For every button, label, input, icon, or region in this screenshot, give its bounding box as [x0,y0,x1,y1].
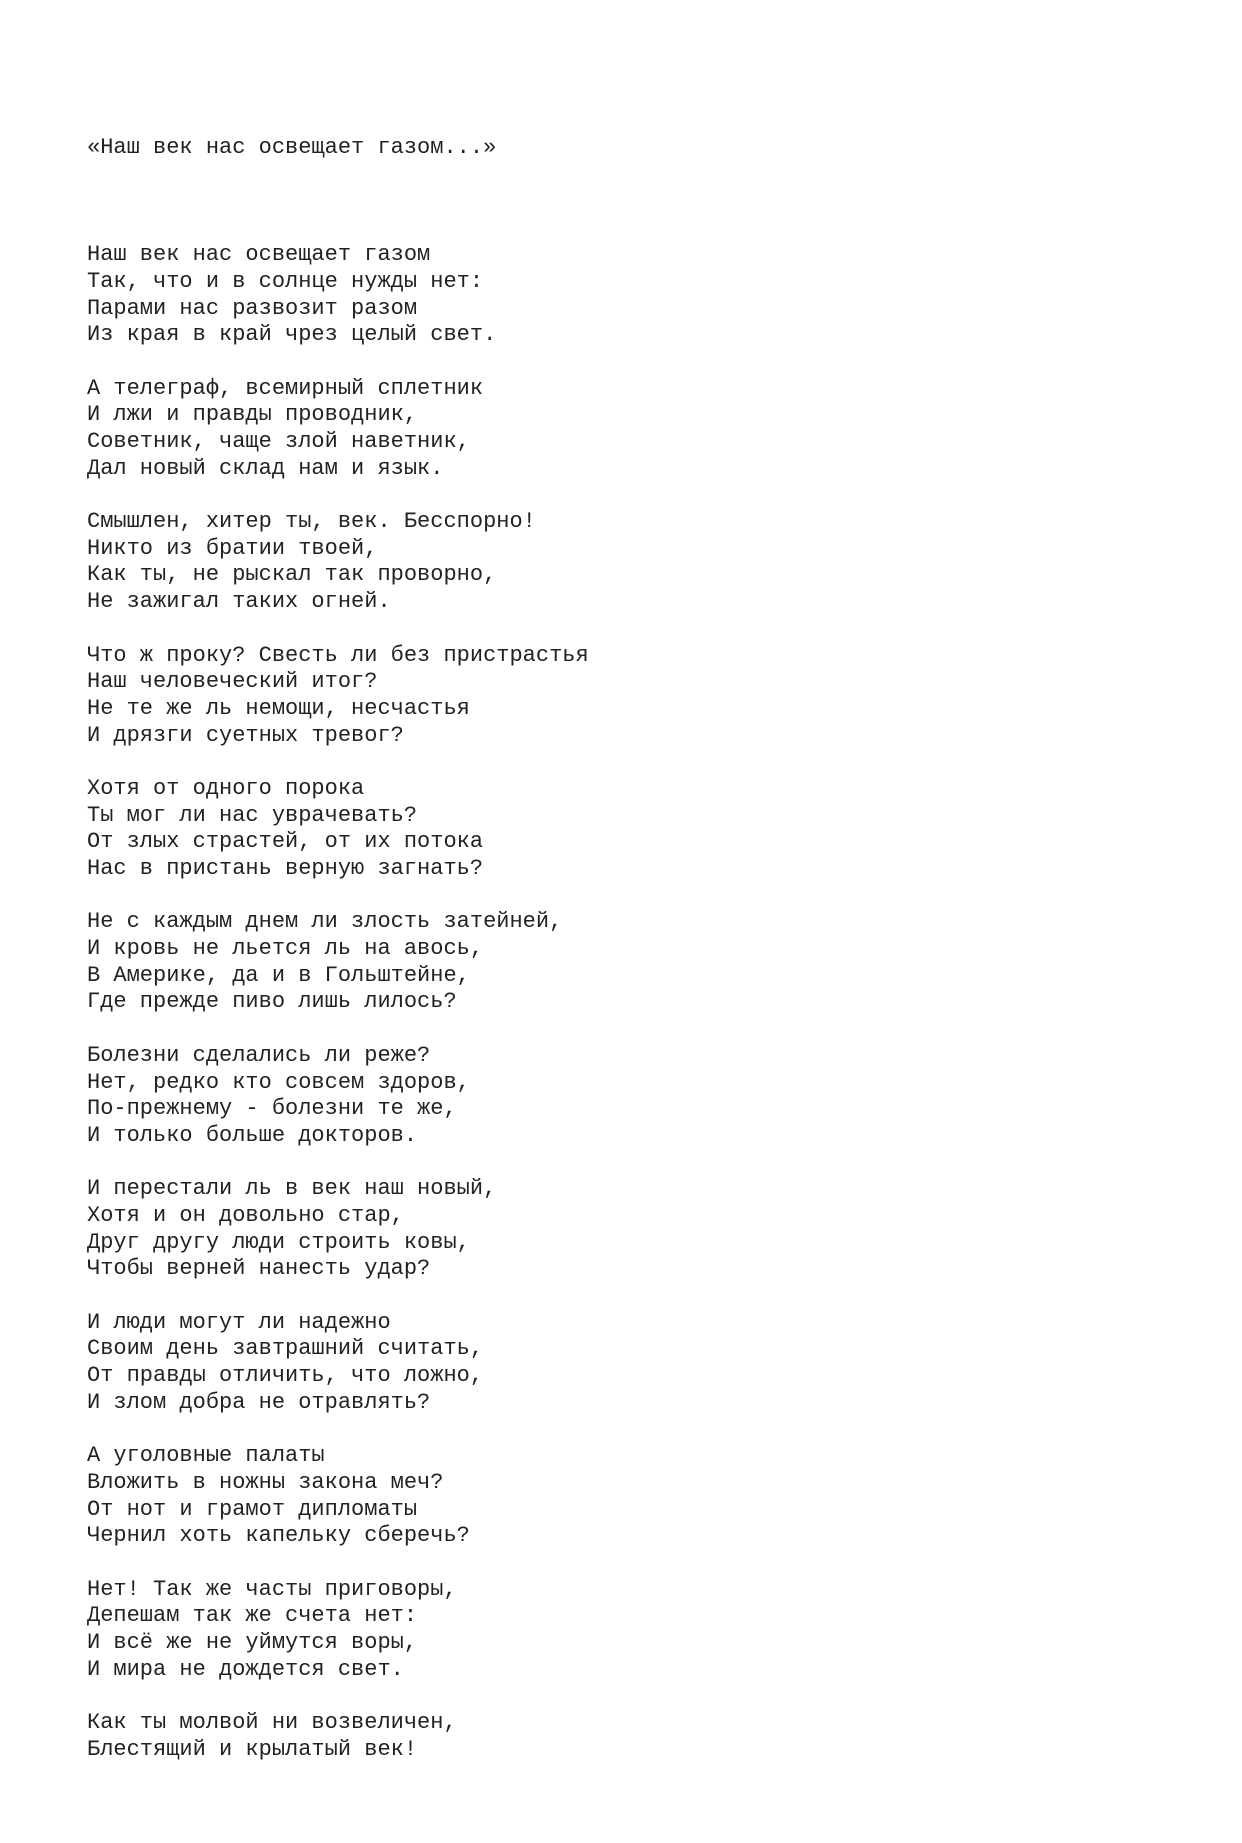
poem-line: Наш человеческий итог? [87,669,378,695]
poem-line: Как ты, не рыскал так проворно, [87,562,497,588]
poem-line: Что ж проку? Свесть ли без пристрастья [87,642,589,668]
poem-line: От нот и грамот дипломаты [87,1496,418,1522]
poem-line: Болезни сделались ли реже? [87,1042,431,1068]
poem-line: Как ты молвой ни возвеличен, [87,1710,457,1735]
stanza [87,643,1187,750]
poem-line: От правды отличить, что ложно, [87,1363,484,1389]
poem-line: Смышлен, хитер ты, век. Бесспорно! [87,509,536,535]
stanza [87,1176,1187,1283]
poem-line: По-прежнему - болезни те же, [87,1096,457,1122]
poem-line: Наш век нас освещает газом [87,242,431,268]
poem-line: Ты мог ли нас уврачевать? [87,802,418,828]
poem-line: Так, что и в солнце нужды нет: [87,268,484,294]
poem-line: Депешам так же счета нет: [87,1603,418,1629]
poem-line: Парами нас развозит разом [87,295,418,321]
poem-line: В Америке, да и в Гольштейне, [87,962,470,988]
poem-line: Из края в край чрез целый свет. [87,322,497,348]
stanza [87,1443,1187,1550]
poem-line: Вложить в ножны закона меч? [87,1469,444,1495]
poem-line: И мира не дождется свет. [87,1656,404,1682]
poem-title: «Наш век нас освещает газом...» [87,135,497,161]
poem-line: И всё же не уймутся воры, [87,1629,418,1655]
stanza [87,1710,1187,1763]
poem-line: Дал новый склад нам и язык. [87,455,444,481]
stanza-list [87,242,1187,1763]
stanza [87,909,1187,1016]
poem-line: От злых страстей, от их потока [87,829,484,855]
poem-line: Хотя и он довольно стар, [87,1202,404,1228]
stanza [87,242,1187,349]
poem-line: Не зажигал таких огней. [87,589,391,615]
poem-line: А уголовные палаты [87,1443,325,1469]
poem-line: Нас в пристань верную загнать? [87,856,484,881]
poem-line: Блестящий и крылатый век! [87,1736,418,1762]
poem-line: Друг другу люди строить ковы, [87,1229,470,1255]
poem-line: Хотя от одного порока [87,775,365,801]
poem-line: Никто из братии твоей, [87,535,378,561]
stanza [87,1577,1187,1684]
poem-line: И лжи и правды проводник, [87,402,418,428]
poem-line: Где прежде пиво лишь лилось? [87,989,457,1015]
poem-line: Чернил хоть капельку сберечь? [87,1523,470,1549]
poem-line: И перестали ль в век наш новый, [87,1176,497,1202]
poem-line: И только больше докторов. [87,1122,418,1148]
stanza [87,1310,1187,1417]
stanza [87,1043,1187,1150]
poem-line: Не те же ль немощи, несчастья [87,695,470,721]
stanza [87,776,1187,883]
poem-line: И кровь не льется ль на авось, [87,936,484,962]
poem-line: Нет! Так же часты приговоры, [87,1576,457,1602]
poem-line: А телеграф, всемирный сплетник [87,375,484,401]
poem-line: Советник, чаще злой наветник, [87,429,470,454]
poem-line: Не с каждым днем ли злость затейней, [87,909,563,935]
poem-line: Чтобы верней нанесть удар? [87,1256,431,1282]
poem-line: Своим день завтрашний считать, [87,1336,484,1362]
poem-text [87,82,1187,1843]
stanza [87,509,1187,616]
poem-line: И дрязги суетных тревог? [87,722,404,748]
poem-line: И злом добра не отравлять? [87,1389,431,1415]
poem-line: И люди могут ли надежно [87,1309,391,1335]
stanza [87,376,1187,483]
poem-line: Нет, редко кто совсем здоров, [87,1069,470,1095]
